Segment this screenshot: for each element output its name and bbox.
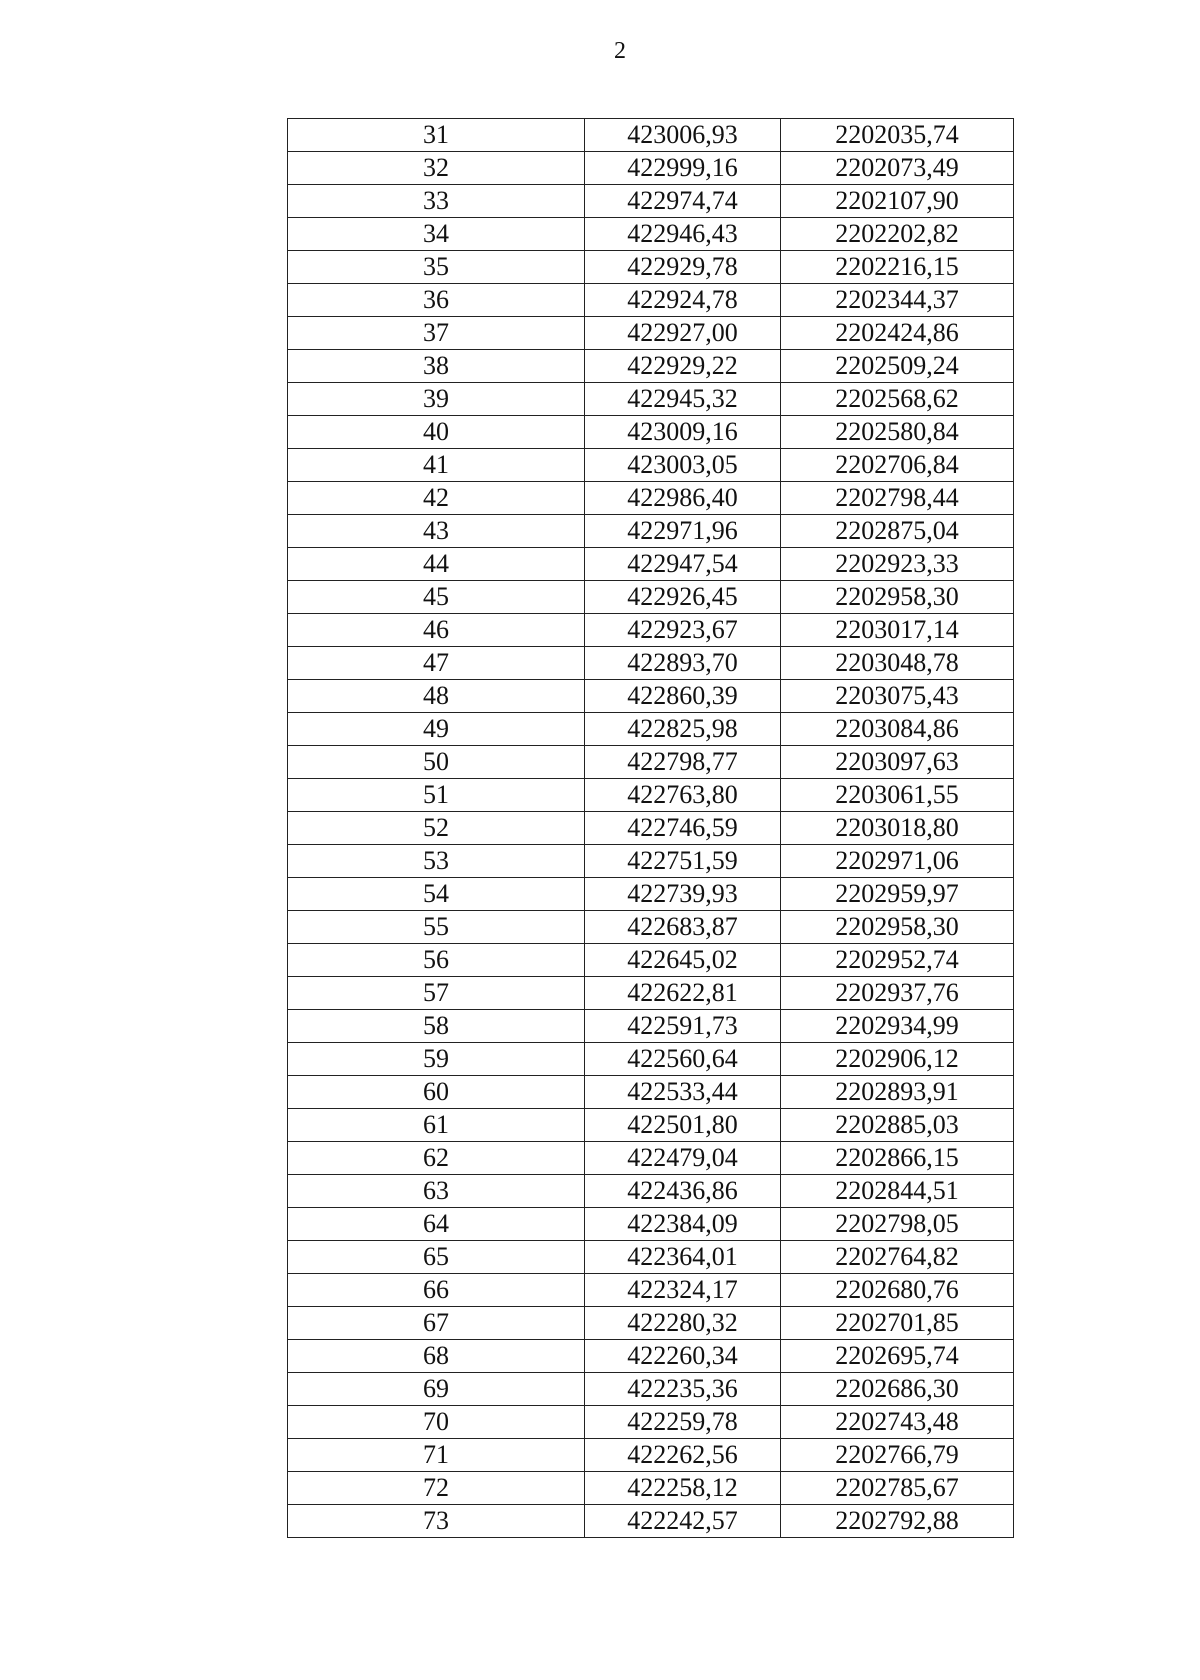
point-number-cell: 67 <box>288 1307 585 1340</box>
table-row <box>288 1439 1014 1472</box>
table-row <box>288 1208 1014 1241</box>
table-row <box>288 746 1014 779</box>
x-coordinate-cell: 422946,43 <box>585 218 781 251</box>
x-coordinate-cell: 422893,70 <box>585 647 781 680</box>
y-coordinate-cell: 2202107,90 <box>781 185 1014 218</box>
x-coordinate-cell: 422923,67 <box>585 614 781 647</box>
y-coordinate-cell: 2202680,76 <box>781 1274 1014 1307</box>
table-row <box>288 680 1014 713</box>
point-number-cell: 32 <box>288 152 585 185</box>
x-coordinate-cell: 422763,80 <box>585 779 781 812</box>
x-coordinate-cell: 422533,44 <box>585 1076 781 1109</box>
y-coordinate-cell: 2202035,74 <box>781 119 1014 152</box>
x-coordinate-cell: 423009,16 <box>585 416 781 449</box>
y-coordinate-cell: 2203097,63 <box>781 746 1014 779</box>
point-number-cell: 70 <box>288 1406 585 1439</box>
x-coordinate-cell: 422645,02 <box>585 944 781 977</box>
x-coordinate-cell: 422971,96 <box>585 515 781 548</box>
table-row <box>288 185 1014 218</box>
x-coordinate-cell: 422258,12 <box>585 1472 781 1505</box>
table-row <box>288 1340 1014 1373</box>
y-coordinate-cell: 2202766,79 <box>781 1439 1014 1472</box>
table-row <box>288 1076 1014 1109</box>
x-coordinate-cell: 422924,78 <box>585 284 781 317</box>
x-coordinate-cell: 422926,45 <box>585 581 781 614</box>
x-coordinate-cell: 422622,81 <box>585 977 781 1010</box>
y-coordinate-cell: 2202885,03 <box>781 1109 1014 1142</box>
point-number-cell: 41 <box>288 449 585 482</box>
x-coordinate-cell: 422929,78 <box>585 251 781 284</box>
table-row <box>288 251 1014 284</box>
y-coordinate-cell: 2202798,44 <box>781 482 1014 515</box>
table-row <box>288 548 1014 581</box>
point-number-cell: 59 <box>288 1043 585 1076</box>
y-coordinate-cell: 2202934,99 <box>781 1010 1014 1043</box>
x-coordinate-cell: 422999,16 <box>585 152 781 185</box>
point-number-cell: 39 <box>288 383 585 416</box>
y-coordinate-cell: 2203075,43 <box>781 680 1014 713</box>
point-number-cell: 33 <box>288 185 585 218</box>
point-number-cell: 55 <box>288 911 585 944</box>
table-row <box>288 614 1014 647</box>
y-coordinate-cell: 2202695,74 <box>781 1340 1014 1373</box>
point-number-cell: 51 <box>288 779 585 812</box>
table-row <box>288 1472 1014 1505</box>
x-coordinate-cell: 423003,05 <box>585 449 781 482</box>
point-number-cell: 40 <box>288 416 585 449</box>
table-row <box>288 581 1014 614</box>
table-row <box>288 1010 1014 1043</box>
table-row <box>288 1043 1014 1076</box>
y-coordinate-cell: 2202568,62 <box>781 383 1014 416</box>
x-coordinate-cell: 422364,01 <box>585 1241 781 1274</box>
y-coordinate-cell: 2202686,30 <box>781 1373 1014 1406</box>
y-coordinate-cell: 2202923,33 <box>781 548 1014 581</box>
point-number-cell: 47 <box>288 647 585 680</box>
y-coordinate-cell: 2202706,84 <box>781 449 1014 482</box>
table-row <box>288 416 1014 449</box>
x-coordinate-cell: 422235,36 <box>585 1373 781 1406</box>
table-row <box>288 1373 1014 1406</box>
point-number-cell: 64 <box>288 1208 585 1241</box>
point-number-cell: 36 <box>288 284 585 317</box>
point-number-cell: 73 <box>288 1505 585 1538</box>
table-row <box>288 317 1014 350</box>
x-coordinate-cell: 422974,74 <box>585 185 781 218</box>
x-coordinate-cell: 422501,80 <box>585 1109 781 1142</box>
x-coordinate-cell: 422986,40 <box>585 482 781 515</box>
y-coordinate-cell: 2202971,06 <box>781 845 1014 878</box>
y-coordinate-cell: 2202424,86 <box>781 317 1014 350</box>
point-number-cell: 46 <box>288 614 585 647</box>
x-coordinate-cell: 422280,32 <box>585 1307 781 1340</box>
table-row <box>288 878 1014 911</box>
point-number-cell: 43 <box>288 515 585 548</box>
table-row <box>288 911 1014 944</box>
point-number-cell: 34 <box>288 218 585 251</box>
point-number-cell: 50 <box>288 746 585 779</box>
x-coordinate-cell: 422929,22 <box>585 350 781 383</box>
x-coordinate-cell: 422746,59 <box>585 812 781 845</box>
x-coordinate-cell: 422860,39 <box>585 680 781 713</box>
coordinates-table <box>287 118 1014 1538</box>
point-number-cell: 69 <box>288 1373 585 1406</box>
point-number-cell: 48 <box>288 680 585 713</box>
x-coordinate-cell: 422384,09 <box>585 1208 781 1241</box>
point-number-cell: 42 <box>288 482 585 515</box>
point-number-cell: 58 <box>288 1010 585 1043</box>
point-number-cell: 54 <box>288 878 585 911</box>
point-number-cell: 62 <box>288 1142 585 1175</box>
y-coordinate-cell: 2202743,48 <box>781 1406 1014 1439</box>
point-number-cell: 37 <box>288 317 585 350</box>
table-row <box>288 713 1014 746</box>
x-coordinate-cell: 422798,77 <box>585 746 781 779</box>
y-coordinate-cell: 2202701,85 <box>781 1307 1014 1340</box>
table-row <box>288 152 1014 185</box>
table-row <box>288 383 1014 416</box>
table-row <box>288 1406 1014 1439</box>
x-coordinate-cell: 422751,59 <box>585 845 781 878</box>
y-coordinate-cell: 2202958,30 <box>781 911 1014 944</box>
table-row <box>288 218 1014 251</box>
y-coordinate-cell: 2202344,37 <box>781 284 1014 317</box>
x-coordinate-cell: 422262,56 <box>585 1439 781 1472</box>
y-coordinate-cell: 2202906,12 <box>781 1043 1014 1076</box>
table-row <box>288 1109 1014 1142</box>
x-coordinate-cell: 422739,93 <box>585 878 781 911</box>
point-number-cell: 71 <box>288 1439 585 1472</box>
x-coordinate-cell: 422260,34 <box>585 1340 781 1373</box>
x-coordinate-cell: 422825,98 <box>585 713 781 746</box>
y-coordinate-cell: 2202509,24 <box>781 350 1014 383</box>
table-row <box>288 1274 1014 1307</box>
x-coordinate-cell: 422324,17 <box>585 1274 781 1307</box>
table-row <box>288 515 1014 548</box>
x-coordinate-cell: 422259,78 <box>585 1406 781 1439</box>
y-coordinate-cell: 2202937,76 <box>781 977 1014 1010</box>
point-number-cell: 38 <box>288 350 585 383</box>
y-coordinate-cell: 2202580,84 <box>781 416 1014 449</box>
point-number-cell: 49 <box>288 713 585 746</box>
y-coordinate-cell: 2202958,30 <box>781 581 1014 614</box>
point-number-cell: 44 <box>288 548 585 581</box>
table-row <box>288 1241 1014 1274</box>
table-row <box>288 350 1014 383</box>
y-coordinate-cell: 2203048,78 <box>781 647 1014 680</box>
y-coordinate-cell: 2202959,97 <box>781 878 1014 911</box>
y-coordinate-cell: 2203017,14 <box>781 614 1014 647</box>
y-coordinate-cell: 2202875,04 <box>781 515 1014 548</box>
point-number-cell: 63 <box>288 1175 585 1208</box>
y-coordinate-cell: 2202893,91 <box>781 1076 1014 1109</box>
table-row <box>288 482 1014 515</box>
table-row <box>288 284 1014 317</box>
table-row <box>288 944 1014 977</box>
point-number-cell: 53 <box>288 845 585 878</box>
x-coordinate-cell: 422560,64 <box>585 1043 781 1076</box>
y-coordinate-cell: 2203018,80 <box>781 812 1014 845</box>
table-row <box>288 1175 1014 1208</box>
y-coordinate-cell: 2203084,86 <box>781 713 1014 746</box>
point-number-cell: 45 <box>288 581 585 614</box>
y-coordinate-cell: 2202216,15 <box>781 251 1014 284</box>
point-number-cell: 61 <box>288 1109 585 1142</box>
point-number-cell: 56 <box>288 944 585 977</box>
y-coordinate-cell: 2202952,74 <box>781 944 1014 977</box>
y-coordinate-cell: 2202202,82 <box>781 218 1014 251</box>
point-number-cell: 60 <box>288 1076 585 1109</box>
y-coordinate-cell: 2202798,05 <box>781 1208 1014 1241</box>
x-coordinate-cell: 422927,00 <box>585 317 781 350</box>
point-number-cell: 72 <box>288 1472 585 1505</box>
table-row <box>288 977 1014 1010</box>
x-coordinate-cell: 422945,32 <box>585 383 781 416</box>
x-coordinate-cell: 422242,57 <box>585 1505 781 1538</box>
point-number-cell: 66 <box>288 1274 585 1307</box>
coordinates-table-body <box>288 119 1014 1538</box>
table-row <box>288 845 1014 878</box>
x-coordinate-cell: 423006,93 <box>585 119 781 152</box>
table-row <box>288 812 1014 845</box>
y-coordinate-cell: 2202792,88 <box>781 1505 1014 1538</box>
point-number-cell: 68 <box>288 1340 585 1373</box>
y-coordinate-cell: 2202844,51 <box>781 1175 1014 1208</box>
x-coordinate-cell: 422947,54 <box>585 548 781 581</box>
page-number: 2 <box>614 38 626 64</box>
table-row <box>288 1142 1014 1175</box>
y-coordinate-cell: 2202764,82 <box>781 1241 1014 1274</box>
x-coordinate-cell: 422479,04 <box>585 1142 781 1175</box>
y-coordinate-cell: 2202785,67 <box>781 1472 1014 1505</box>
table-row <box>288 647 1014 680</box>
x-coordinate-cell: 422436,86 <box>585 1175 781 1208</box>
y-coordinate-cell: 2202073,49 <box>781 152 1014 185</box>
table-row <box>288 1505 1014 1538</box>
point-number-cell: 57 <box>288 977 585 1010</box>
table-row <box>288 449 1014 482</box>
point-number-cell: 35 <box>288 251 585 284</box>
table-row <box>288 779 1014 812</box>
table-row <box>288 1307 1014 1340</box>
point-number-cell: 65 <box>288 1241 585 1274</box>
x-coordinate-cell: 422683,87 <box>585 911 781 944</box>
x-coordinate-cell: 422591,73 <box>585 1010 781 1043</box>
y-coordinate-cell: 2202866,15 <box>781 1142 1014 1175</box>
table-row <box>288 119 1014 152</box>
point-number-cell: 31 <box>288 119 585 152</box>
y-coordinate-cell: 2203061,55 <box>781 779 1014 812</box>
point-number-cell: 52 <box>288 812 585 845</box>
